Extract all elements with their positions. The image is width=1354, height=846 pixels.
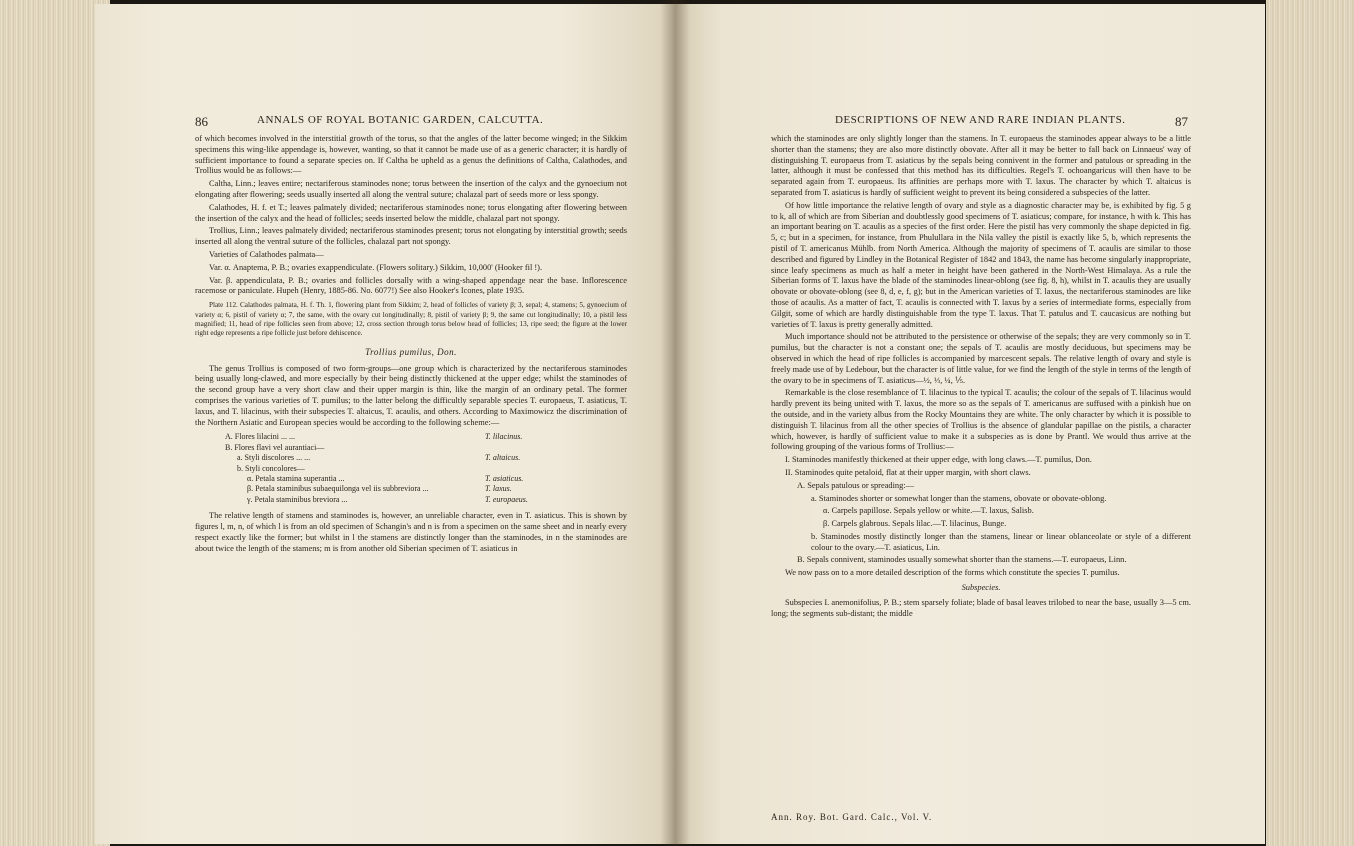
group-a-a-alpha: α. Carpels papillose. Sepals yellow or white.—T. laxus, Salisb. [823,506,1034,516]
book-gutter [660,0,690,846]
varieties-title: Varieties of Calathodes palmata— [209,249,324,259]
paragraph-1: which the staminodes are only slightly longer than the stamens. In T. europaeus the staminodes appear always to be a little shorter than the stamens; they are also more distinctly obovate. After all it may be better to fall back on Linnaeus' way of distinguishing T. europaeus from T. asiaticus by the sepals being connivent in the former and patulous or spreading in the latter, although it must be confessed that this method has its difficulties. Regel's T. ochoangaricus will then have to be separated again from T. europaeus. Its affinities are perhaps more with T. laxus. The character by which T. altaicus is separated from T. asiaticus is hardly of sufficient weight to prevent its being considered a subspecies of the latter. [771,134,1191,197]
intro-paragraph: of which becomes involved in the interstitial growth of the torus, so that the angles of the latter become winged; in the Sikkim specimens this wing-like appendage is, however, wanting, so that it cannot be made use of as a generic character; it is hardly of sufficient importance to found a separate species on. If Caltha be upheld as a genus the definitions of Caltha, Calathodes, and Trollius would be as follows:— [195,134,627,176]
page-number: 86 [195,114,208,129]
scheme-value [485,443,565,453]
right-body [771,134,1191,621]
group-a: A. Sepals patulous or spreading:— [797,480,915,490]
scheme-key: α. Petala stamina superantia ... [247,473,345,483]
scheme-value: T. lilacinus. [485,432,523,442]
subspecies-title: Subspecies. [961,583,1001,593]
scheme-value: T. laxus. [485,484,512,494]
genus-paragraph: The genus Trollius is composed of two form-groups—one group which is characterized by the nectariferous staminodes being usually long-clawed, and more especially by their being distinctly thickened at the upper edge; whilst the staminodes of the second group have a very short claw and their upper margin is thin, like the margin of an ordinary petal. The former comprises the various varieties of T. pumilus; to the latter belong the difficultly separable species T. europaeus, T. asiaticus, T. laxus, and T. lilacinus, with their subspecies T. altaicus, T. acaulis, and others. According to Maximowicz the discrimination of the Northern Asiatic and European species would be according to the following scheme:— [195,363,627,427]
variety-alpha: Var. α. Anaptema, P. B.; ovaries exappendiculate. (Flowers solitary.) Sikkim, 10,000' (Hooker fil !). [209,262,543,272]
paragraph-2: Of how little importance the relative length of ovary and style as a diagnostic character may be, is exhibited by fig. 5 g to k, all of which are from Siberian and doubtlessly good specimens of T. asiaticus; compare, for instance, h with k. This has an important bearing on T. acaulis as a species of the first order. Here the pistil has very commonly the shape depicted in fig. 5, c; but in a specimen, for instance, from Phulullara in the Nila valley the pistil is exactly like 5, b, which represents the pistil of T. americanus Mühlb. from North America. Although the majority of specimens of T. acaulis are similar to those described and figured by Lindley in the Botanical Register of 1842 and 1843, the name has become singularly inappropriate, since leafy specimens as much as half a meter in height have been gathered in the North-West Himalaya. As a rule the Siberian forms of T. laxus have the blade of the staminodes linear-oblong (see fig. 8, h), whilst in T. acaulis they are usually obovate or obovate-oblong (see 8, d, e, f, g); but in the American varieties of T. laxus, the nectariferous staminodes are like those of acaulis. As a matter of fact, T. acaulis is connected with T. laxus by a series of intermediate forms, especially from Gilgit, some of which are hardly distinguishable from the type T. laxus. That T. patulus and T. caucasicus are nothing but varieties of T. laxus is pretty generally admitted. [771,200,1191,329]
group-ii: II. Staminodes quite petaloid, flat at their upper margin, with short claws. [785,467,1031,477]
group-a-b: b. Staminodes mostly distinctly longer than the stamens, linear or linear oblanceolate or style of a different colour to the ovary.—T. asiaticus, Lin. [811,531,1191,552]
plate-caption: Plate 112. Calathodes palmata, H. f. Th. 1, flowering plant from Sikkim; 2, head of follicles of variety β; 3, sepal; 4, stamens; 5, gynoecium of variety α; 6, pistil of variety α; 7, the same, with the ovary cut longitudinally; 8, pistil of variety β; 9, the same cut longitudinally; 10, a pistil less magnified; 11, head of ripe follicles seen from above; 12, cross section through torus below head of follicles; 13, ripe seed; the figure at the lower right edge represents a ripe follicle just before dehiscence. [195,301,627,338]
variety-beta: Var. β. appendiculata, P. B.; ovaries and follicles dorsally with a wing-shaped appendage near the base. Inflorescence racemose or paniculate. Hupeh (Henry, 1885-86. No. 6077!) See also Hooker's Icones, plate 1935. [195,275,627,296]
group-a-a-beta: β. Carpels glabrous. Sepals lilac.—T. lilacinus, Bunge. [823,519,1007,529]
scheme-key: A. Flores lilacini ... ... [225,432,295,442]
scheme-value: T. altaicus. [485,453,521,463]
left-body [195,134,627,556]
key-scheme [225,432,565,505]
running-header: ANNALS OF ROYAL BOTANIC GARDEN, CALCUTTA. [257,114,544,126]
running-header: DESCRIPTIONS OF NEW AND RARE INDIAN PLANTS. [835,114,1126,126]
closing-paragraph: The relative length of stamens and staminodes is, however, an unreliable character, even in T. asiaticus. This is shown by figures l, m, n, of which l is from an old specimen of Schangin's and n is from a specimen on the same sheet and in nearly every respect exactly like the former; but whilst in l the stamens are distinctly longer than the staminodes, in n the staminodes are about twice the length of the stamens; m is from another old Siberian specimen of T. asiaticus in [195,511,627,553]
scheme-value: T. europaeus. [485,494,528,504]
scheme-value [485,464,565,474]
scheme-key: γ. Petala staminibus breviora ... [247,494,348,504]
scheme-key: B. Flores flavi vel aurantiaci— [225,442,325,452]
scheme-row [225,495,565,505]
scheme-row [225,453,565,463]
subspecies-paragraph: Subspecies I. anemonifolius, P. B.; stem sparsely foliate; blade of basal leaves trilobed to near the base, usually 3—5 cm. long; the segments sub-distant; the middle [771,597,1191,618]
right-page [675,4,1265,844]
left-page [95,4,675,844]
definition-calathodes: Calathodes, H. f. et T.; leaves palmately divided; nectariferous staminodes none; torus elongating after flowering between the insertion of the calyx and the head of follicles; seeds inserted below the middle, chalazal part not spongy. [195,202,627,223]
scheme-row [225,443,565,453]
scheme-value: T. asiaticus. [485,473,524,483]
scheme-key: b. Styli concolores— [237,463,305,473]
scheme-row [225,464,565,474]
page-number: 87 [1175,114,1188,129]
section-title: Trollius pumilus, Don. [365,346,457,357]
group-i: I. Staminodes manifestly thickened at their upper edge, with long claws.—T. pumilus, Don. [785,455,1092,465]
right-page-edges [1266,0,1354,846]
group-a-a: a. Staminodes shorter or somewhat longer than the stamens, obovate or obovate-oblong. [811,493,1107,503]
scheme-row [225,474,565,484]
scheme-row [225,484,565,494]
scheme-key: a. Styli discolores ... ... [237,453,311,463]
definition-caltha: Caltha, Linn.; leaves entire; nectariferous staminodes none; torus between the insertion of the calyx and the gynoecium not elongating after flowering; seeds usually inserted all along the ventral suture; chalazal part of seeds more or less spongy. [195,179,627,199]
paragraph-4: Remarkable is the close resemblance of T. lilacinus to the typical T. acaulis; the colour of the sepals of T. lilacinus would hardly prevent its being united with T. laxus, the more so as the sepals of T. americanus are suffused with a pinkish hue on the outside, and in the variety albus from the Rocky Mountains they are white. The only character by which it is possible to distinguish T. lilacinus from all the other species of Trollius is the absence of glandular papillae on the pistils, a character which, however, is hardly of sufficient value to make it a subspecies as is done by Prantl. We would thus arrive at the following grouping of the various forms of Trollius:— [771,388,1191,452]
footer-citation: Ann. Roy. Bot. Gard. Calc., Vol. V. [771,812,933,822]
transition-paragraph: We now pass on to a more detailed description of the forms which constitute the species T. pumilus. [785,568,1120,578]
scheme-row [225,432,565,442]
left-page-edges [0,0,110,846]
group-b: B. Sepals connivent, staminodes usually somewhat shorter than the stamens.—T. europaeus, Linn. [797,555,1127,565]
definition-trollius: Trollius, Linn.; leaves palmately divided; nectariferous staminodes present; torus not elongating by interstitial growth; seeds inserted all along the ventral suture of the follicles, chalazal part not spongy. [195,226,627,247]
paragraph-3: Much importance should not be attributed to the persistence or otherwise of the sepals; they are very commonly so in T. pumilus, but the character is not a constant one; the sepals of T. acaulis are mostly deciduous, but specimens may be observed in which the head of ripe follicles is accompanied by marcescent sepals. The relative length of ovary and style is freely made use of by Ledebour, but the character is of little value, for we find the length of the style in terms of the length of the ovary to be in specimens of T. asiaticus—½, ⅓, ¼, ⅕. [771,332,1191,385]
scheme-key: β. Petala staminibus subaequilonga vel iis subbreviora ... [247,484,429,494]
